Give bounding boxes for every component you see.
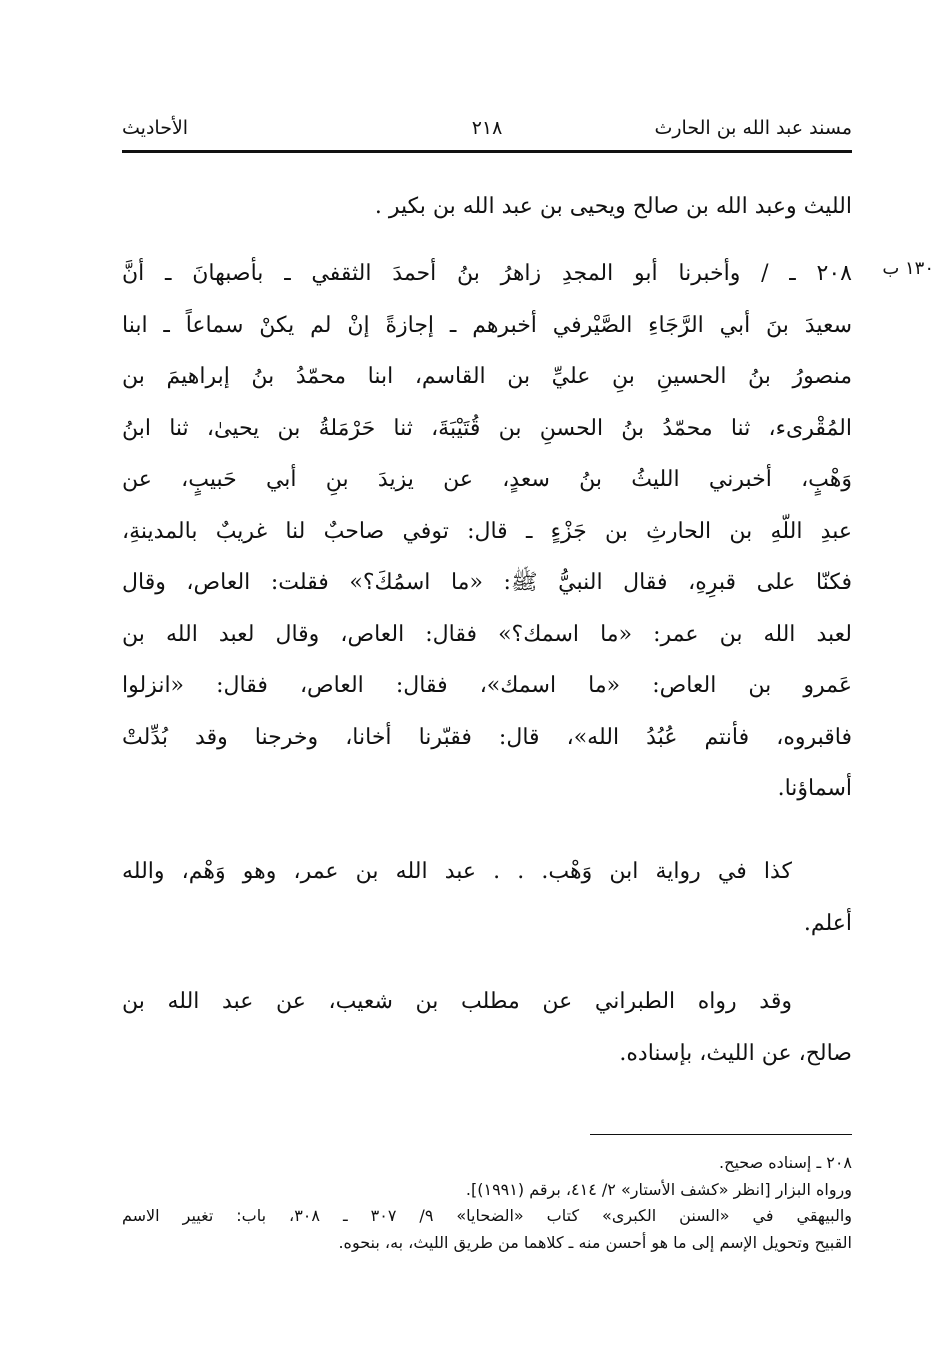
text-line: أعلم.: [803, 910, 852, 936]
text-line: الليث وعبد الله بن صالح ويحيى بن عبد الله بن بكير .: [374, 194, 852, 219]
footnotes: [122, 1150, 852, 1256]
tabarani-paragraph: [122, 976, 852, 1079]
text-line: عبدِ اللّهِ بن الحارثِ بن جَزْءٍ ـ قال: توفي صاحبٌ لنا غريبٌ بالمدينةِ،: [122, 518, 852, 544]
hadith-208-paragraph: [122, 248, 852, 815]
paragraph-continuation: [122, 181, 852, 233]
footnote-line: والبيهقي في «السنن الكبرى» كتاب «الضحايا» ٩/ ٣٠٧ ـ ٣٠٨، باب: تغيير الاسم: [122, 1206, 853, 1225]
footnote-line: ٢٠٨ ـ إسناده صحيح.: [719, 1153, 852, 1172]
header-book-title: مسند عبد الله بن الحارث: [654, 117, 852, 139]
text-line: كذا في رواية ابن وَهْب. . . عبد الله بن عمر، وهو وَهْم، والله: [122, 859, 792, 884]
text-line: وَهْبٍ، أخبرني الليثُ بنُ سعدٍ، عن يزيدَ بنِ أبي حَبيبٍ، عن: [122, 467, 852, 492]
page-number: ٢١٨: [471, 117, 503, 139]
text-line: المُقْرىء، ثنا محمّدُ بنُ الحسنِ بن قُتَيْبَةَ، ثنا حَرْمَلةُ بن يحيىٰ، ثنا ابنُ: [122, 415, 852, 441]
footnote-divider: [590, 1134, 852, 1135]
text-line: أسماؤنا.: [777, 776, 852, 801]
text-line: فكنّا على قبرِهِ، فقال النبيُّ ﷺ: «ما اسمُكَ؟» فقلت: العاص، وقال: [122, 570, 852, 595]
footnote-line: ورواه البزار [انظر «كشف الأستار» ٢/ ٤١٤، برقم (١٩٩١)].: [465, 1179, 852, 1199]
text-line: فاقبروه، فأنتم عُبُدُ الله»، قال: فقبّرنا أخانا، وخرجنا وقد بُدِّلتْ: [122, 724, 852, 750]
text-line: منصورُ بنُ الحسينِ بنِ عليِّ بن القاسم، ابنا محمّدُ بنُ إبراهيمَ بن: [122, 364, 852, 389]
text-line: صالح، عن الليث، بإسناده.: [619, 1040, 852, 1066]
text-line: لعبد الله بن عمر: «ما اسمك؟» فقال: العاص، وقال لعبد الله بن: [122, 621, 852, 647]
text-line: عَمرو بن العاص: «ما اسمك»، فقال: العاص، فقال: «انزلوا: [122, 673, 852, 698]
text-line: وقد رواه الطبراني عن مطلب بن شعيب، عن عبد الله بن: [122, 989, 792, 1014]
text-line: ٢٠٨ ـ / وأخبرنا أبو المجدِ زاهرُ بنُ أحمدَ الثقفي ـ بأصبهانَ ـ أنَّ: [122, 261, 852, 286]
footnote-line: القبيح وتحويل الإسم إلى ما هو أحسن منه ـ كلاهما من طريق الليث، به، بنحوه.: [338, 1232, 852, 1252]
manuscript-folio-note: ١٣٠ ب: [882, 258, 934, 279]
text-line: سعيدَ بنَ أبي الرَّجَاءِ الصَّيْرفي أخبرهم ـ إجازةً إنْ لم يكنْ سماعاً ـ ابنا: [122, 312, 852, 338]
header-section-title: الأحاديث: [122, 117, 189, 139]
page-header: [122, 112, 852, 153]
commentary-paragraph: [122, 846, 852, 949]
